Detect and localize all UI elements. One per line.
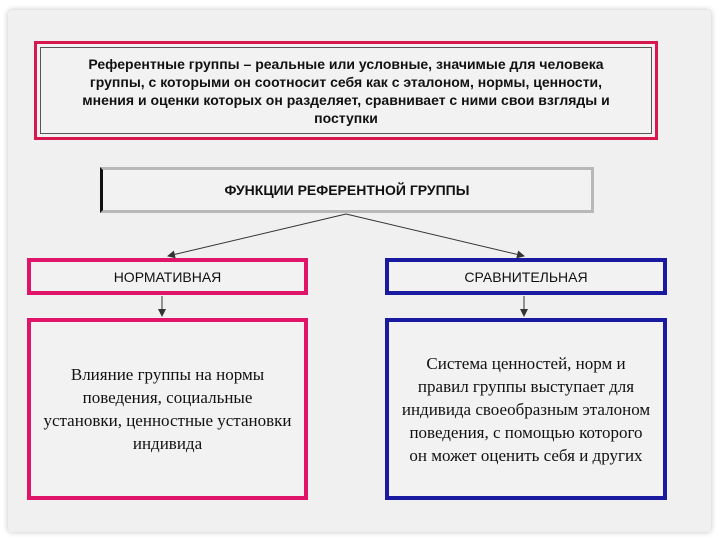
comparative-description-line: Система ценностей, норм и <box>426 353 626 373</box>
comparative-description-box <box>385 318 667 500</box>
arrow-to-comparative <box>346 214 524 256</box>
normative-description <box>44 363 292 455</box>
functions-title: ФУНКЦИИ РЕФЕРЕНТНОЙ ГРУППЫ <box>224 182 470 198</box>
comparative-description-line: правил группы выступает для <box>417 376 635 396</box>
comparative-description-line: поведения, с помощью которого <box>409 422 643 442</box>
normative-function-box <box>27 258 308 295</box>
comparative-label: СРАВНИТЕЛЬНАЯ <box>464 268 588 285</box>
comparative-description <box>402 352 650 467</box>
normative-description-line: Влияние группы на нормы <box>70 365 265 384</box>
comparative-function-box <box>385 258 667 295</box>
comparative-description-line: он может оценить себя и других <box>409 445 643 465</box>
definition-line: мнения и оценки которых он разделяет, сравнивает с ними свои взгляды и <box>82 91 610 108</box>
normative-description-box <box>27 318 308 500</box>
comparative-description-line: индивида своеобразным эталоном <box>401 399 651 419</box>
definition-line: группы, с которыми он соотносит себя как с эталоном, нормы, ценности, <box>89 73 603 90</box>
definition-line: поступки <box>314 109 378 126</box>
definition-line: Референтные группы – реальные или условные, значимые для человека <box>88 55 604 72</box>
arrow-to-normative <box>168 214 346 256</box>
normative-label: НОРМАТИВНАЯ <box>113 268 222 285</box>
normative-description-line: индивида <box>132 434 203 453</box>
normative-description-line: поведения, социальные <box>82 388 253 407</box>
normative-description-line: установки, ценностные установки <box>43 411 292 430</box>
